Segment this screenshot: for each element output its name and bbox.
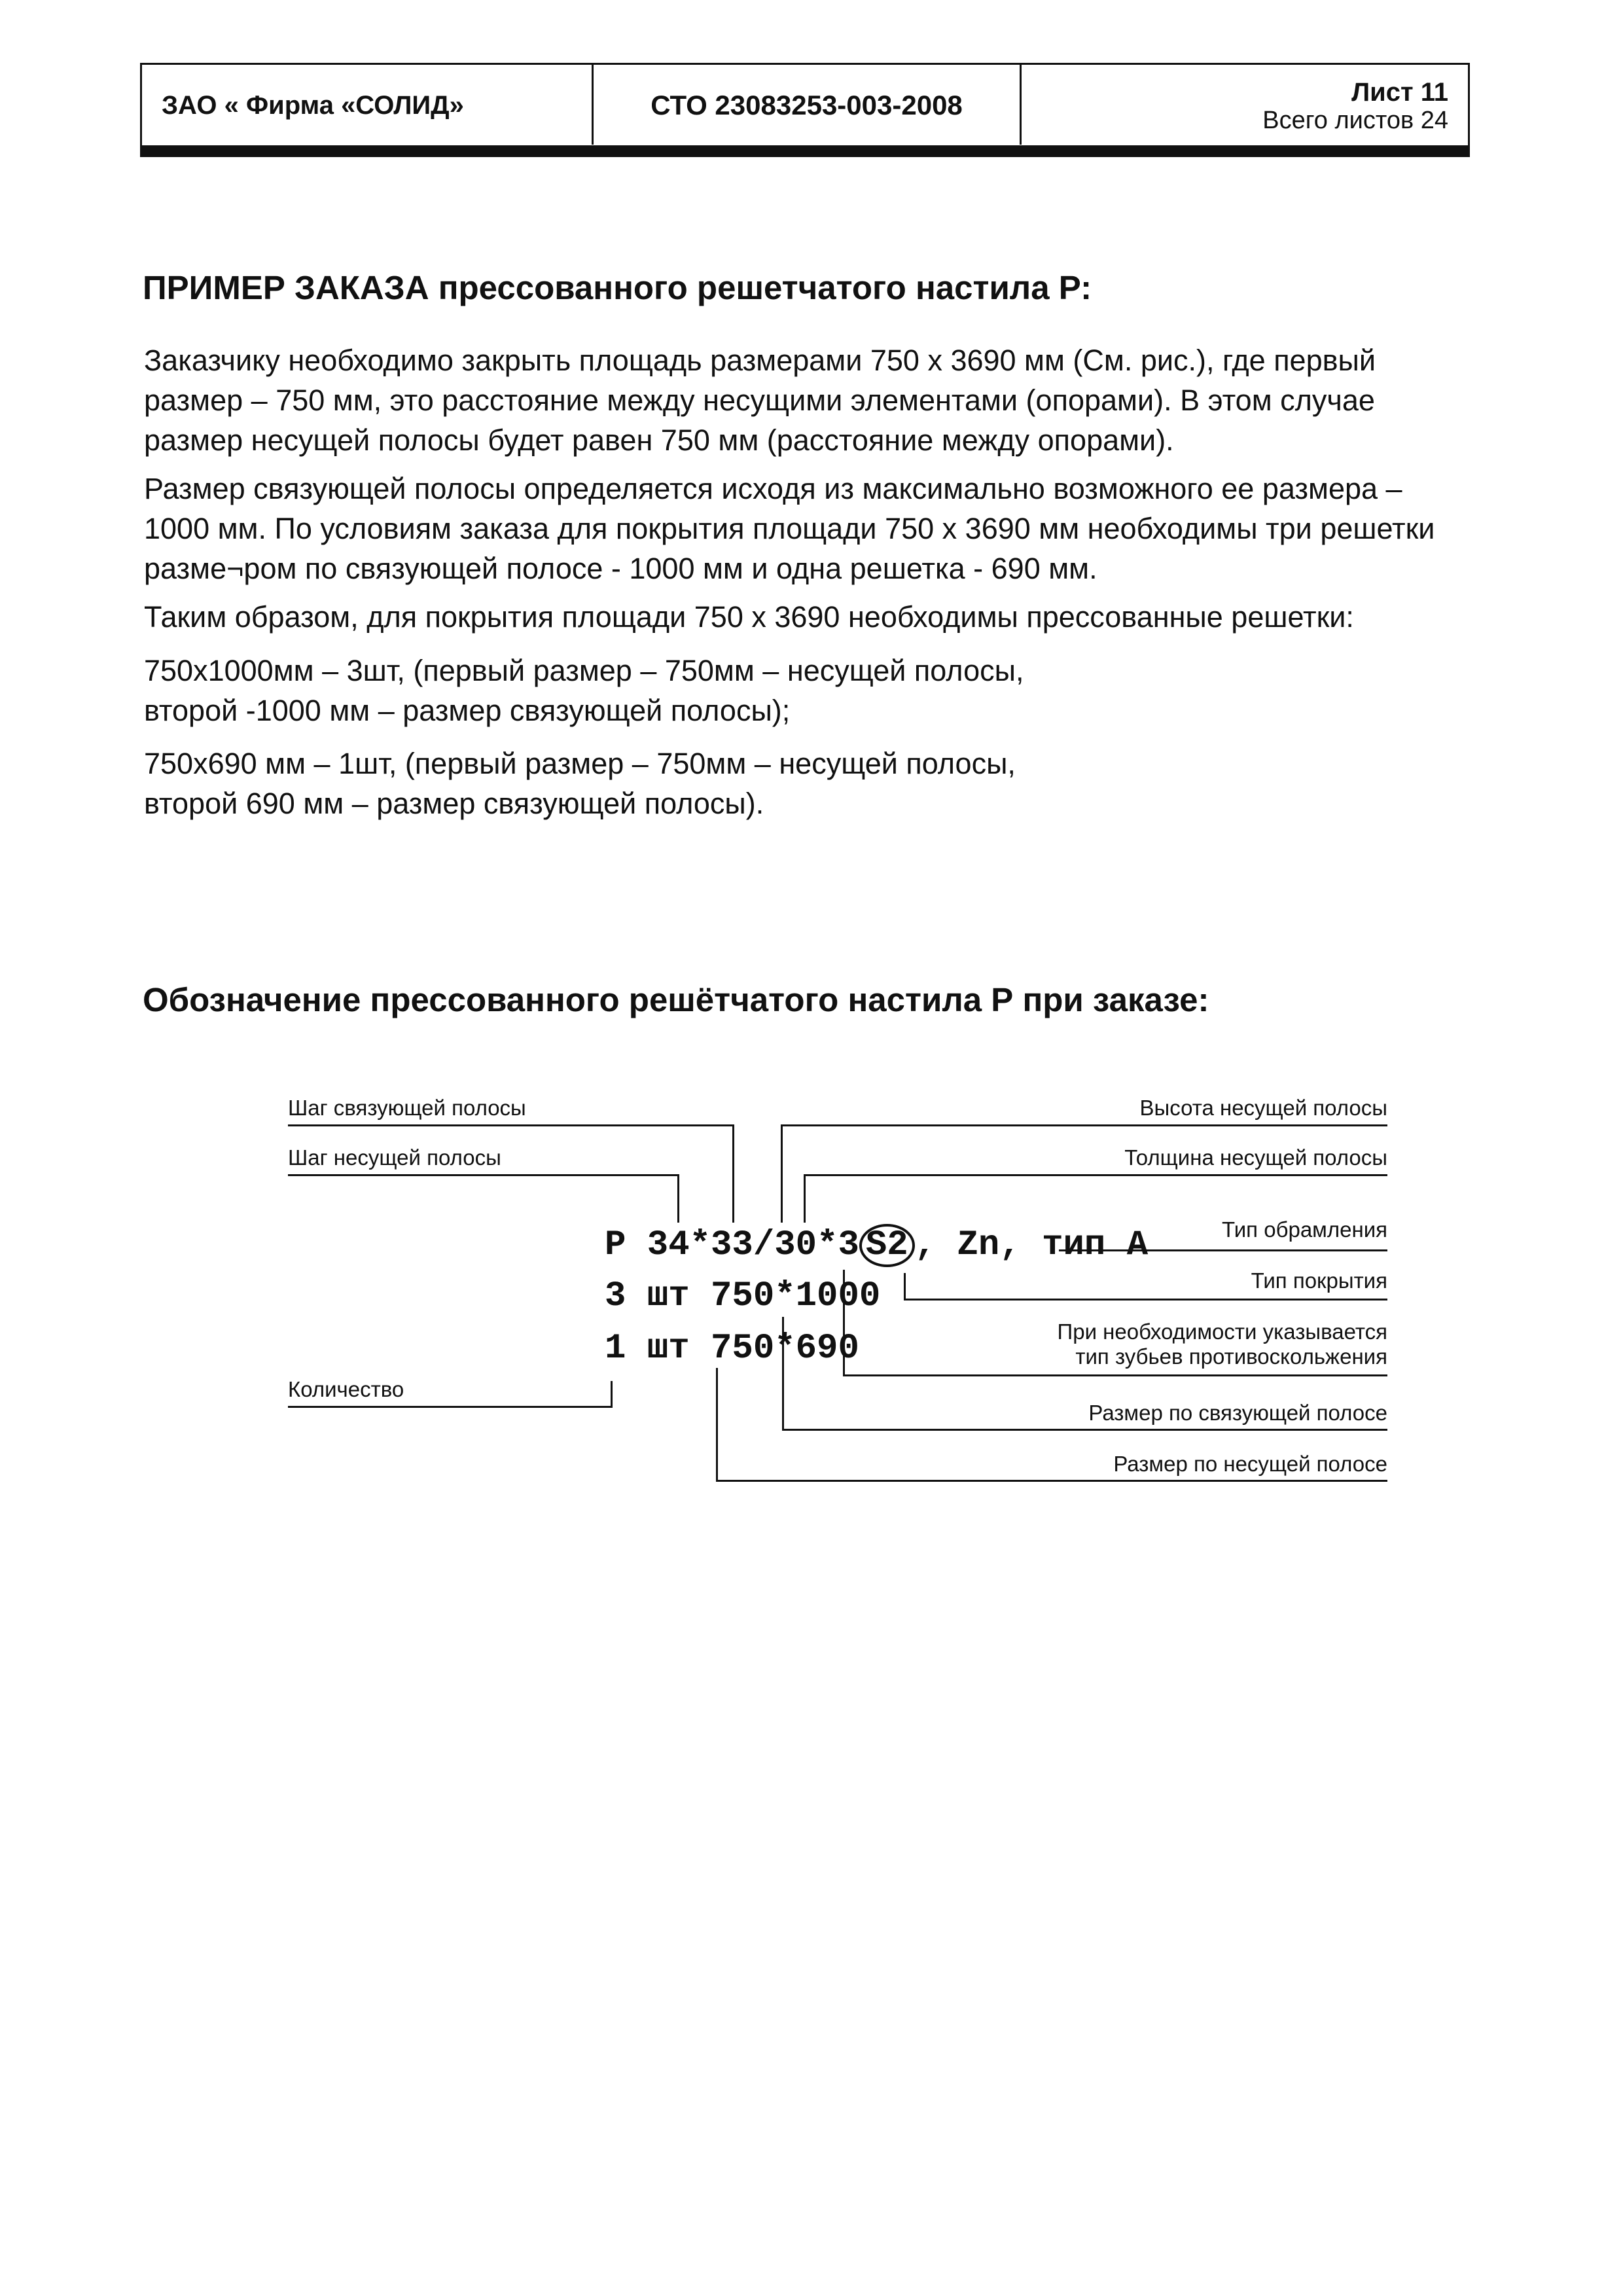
example-paragraph-5: 750х690 мм – 1шт, (первый размер – 750мм – несущей полосы, второй 690 мм – размер связующей полосы).: [144, 747, 1016, 820]
document-header: [140, 63, 1470, 154]
leader-coating-type: [904, 1299, 1387, 1300]
example-paragraph-2: Размер связующей полосы определяется исходя из максимально возможного ее размера – 1000 мм. По условиям заказа для покрытия площади 750 х 3690 мм необходимы три решетки разме¬ром по связующей полосе - 1000 мм и одна решетка - 690 мм.: [144, 472, 1435, 585]
designation-code-line-2: 3 шт 750*1000: [605, 1276, 881, 1316]
circled-thickness-code: S2: [859, 1224, 915, 1267]
designation-code-line-1: Р 34*33/30*3 S2 , Zn, тип А: [605, 1224, 1148, 1267]
designation-title: Обозначение прессованного решётчатого настила Р при заказе:: [143, 981, 1209, 1018]
leader-cross-bar-pitch-drop: [732, 1124, 734, 1223]
header-sheet-cell: [1022, 65, 1468, 145]
label-bearing-bar-pitch: Шаг несущей полосы: [288, 1145, 501, 1170]
label-bearing-bar-height: Высота несущей полосы: [1139, 1096, 1387, 1120]
company-name: ЗАО « Фирма «СОЛИД»: [162, 91, 464, 120]
sheet-number: Лист 11: [1351, 78, 1448, 107]
label-frame-type: Тип обрамления: [1222, 1217, 1387, 1242]
label-cross-bar-pitch: Шаг связующей полосы: [288, 1096, 526, 1120]
label-coating-type: Тип покрытия: [1251, 1268, 1387, 1293]
header-standard-cell: [594, 65, 1022, 145]
leader-bearing-bar-thickness: [804, 1174, 1387, 1176]
leader-cross-bar-size: [782, 1429, 1387, 1431]
leader-anti-slip: [843, 1374, 1387, 1376]
leader-coating-type-rise: [904, 1273, 906, 1300]
leader-bearing-bar-pitch-drop: [677, 1174, 679, 1223]
example-title: ПРИМЕР ЗАКАЗА прессованного решетчатого настила Р:: [143, 269, 1092, 306]
leader-bearing-bar-height: [781, 1124, 1387, 1126]
leader-cross-bar-pitch: [288, 1124, 734, 1126]
total-sheets: Всего листов 24: [1262, 107, 1448, 134]
leader-bearing-bar-size-rise: [716, 1368, 718, 1482]
example-paragraph-4: 750х1000мм – 3шт, (первый размер – 750мм – несущей полосы, второй -1000 мм – размер связующей полосы);: [144, 654, 1024, 727]
example-paragraph-1: Заказчику необходимо закрыть площадь размерами 750 х 3690 мм (См. рис.), где первый размер – 750 мм, это расстояние между несущими элементами (опорами). В этом случае размер несущей полосы будет равен 750 мм (расстояние между опорами).: [144, 344, 1376, 457]
label-cross-bar-size: Размер по связующей полосе: [1088, 1401, 1387, 1425]
designation-code-line-3: 1 шт 750*690: [605, 1329, 859, 1369]
leader-bearing-bar-thickness-drop: [804, 1174, 806, 1223]
label-bearing-bar-size: Размер по несущей полосе: [1113, 1452, 1387, 1476]
header-rule: [140, 145, 1470, 157]
label-bearing-bar-thickness: Толщина несущей полосы: [1124, 1145, 1387, 1170]
example-paragraph-3: Таким образом, для покрытия площади 750 х 3690 необходимы прессованные решетки:: [144, 600, 1354, 634]
standard-number: СТО 23083253-003-2008: [651, 90, 963, 120]
leader-quantity: [288, 1406, 613, 1408]
leader-bearing-bar-height-drop: [781, 1124, 783, 1223]
leader-bearing-bar-pitch: [288, 1174, 679, 1176]
header-company-cell: [142, 65, 594, 145]
label-quantity: Количество: [288, 1377, 404, 1401]
label-anti-slip: При необходимости указывается тип зубьев противоскольжения: [1057, 1319, 1387, 1369]
leader-quantity-rise: [611, 1381, 613, 1408]
leader-bearing-bar-size: [716, 1480, 1387, 1482]
